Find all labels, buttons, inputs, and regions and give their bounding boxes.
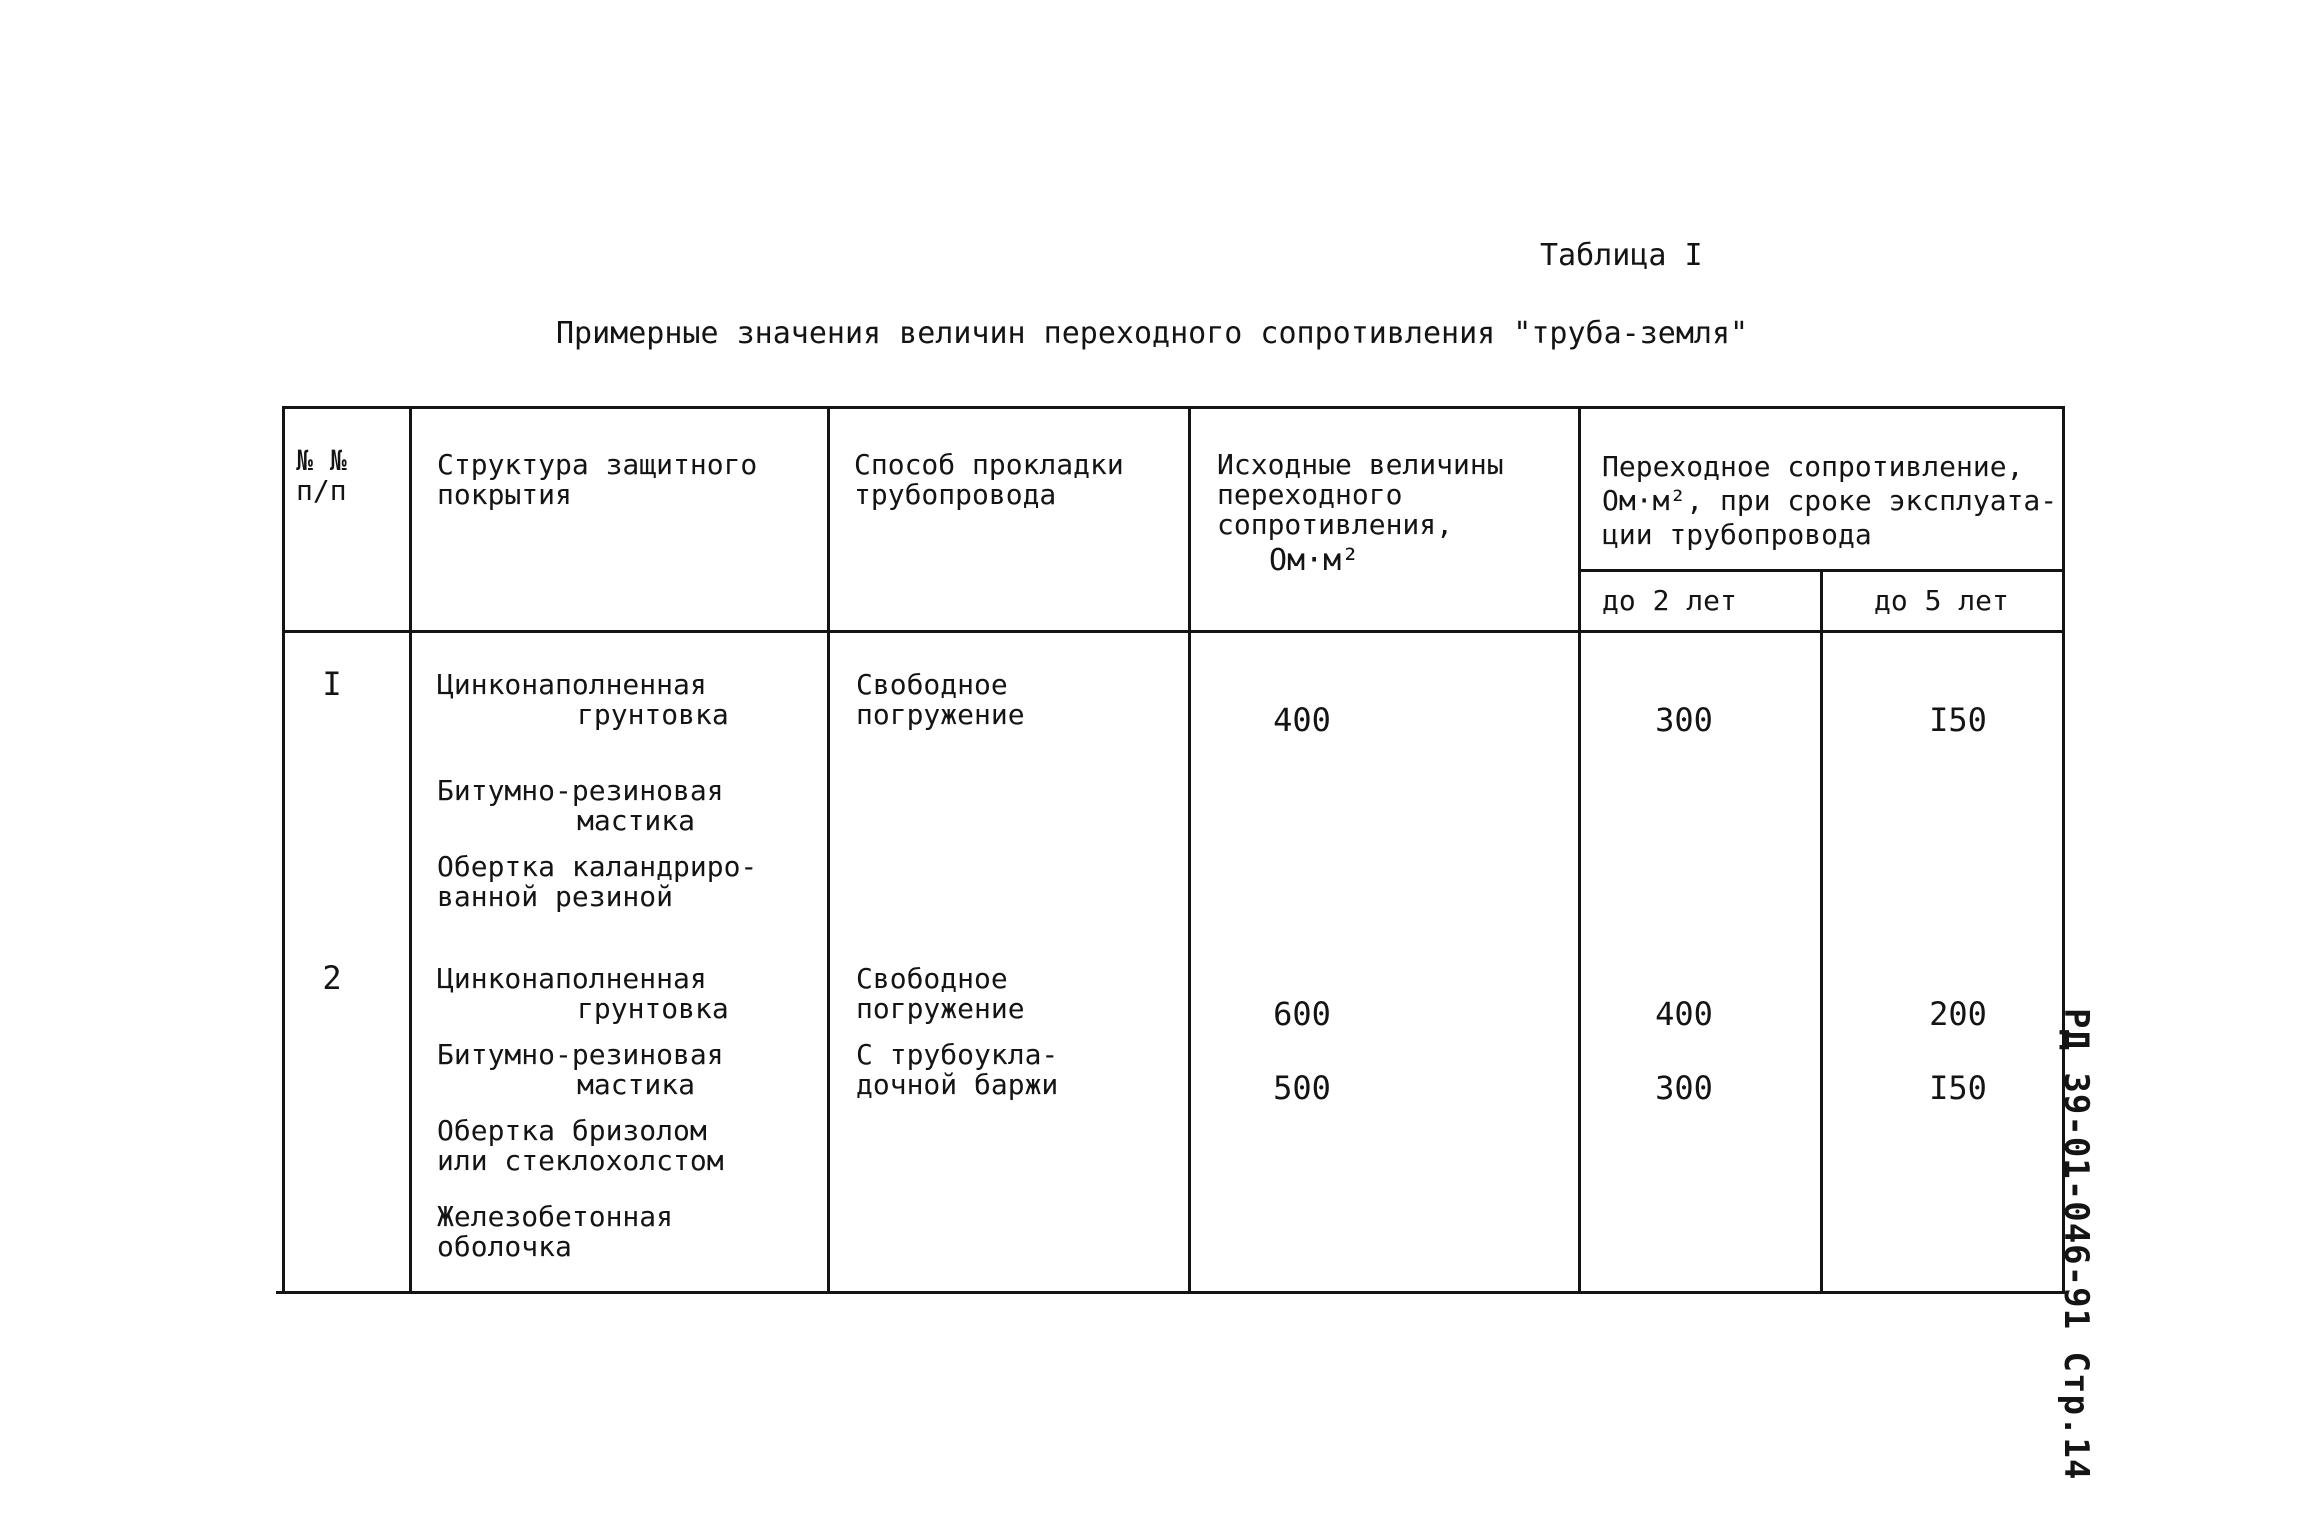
header-5-years: до 5 лет [1874,584,2009,617]
header-transition-line1: Переходное сопротивление, [1602,450,2024,483]
row-2-layer-1 [437,964,729,1024]
header-initial-unit: Ом·м² [1269,543,1360,578]
header-initial-line3: сопротивления, [1217,508,1454,541]
row-1-layer-3-line1: Обертка каландриро- [437,850,758,883]
row-2-method-2 [856,1040,1058,1100]
row-1-layer-1 [437,670,729,730]
row-2-layer-3 [437,1116,724,1176]
row-2-method-1-initial: 600 [1273,995,1331,1033]
row-1-method-1-line1: Свободное [856,668,1008,701]
row-2-layer-2 [437,1040,724,1100]
row-2-layer-4-line1: Железобетонная [437,1200,674,1233]
row-2-layer-2-line2: мастика [577,1068,696,1101]
row-2-method-2-5-years: I50 [1929,1069,1987,1107]
row-2-method-1 [856,964,1025,1024]
header-2-years: до 2 лет [1602,584,1737,617]
row-2-layer-3-line2: или стеклохолстом [437,1144,724,1177]
header-num-line2: п/п [296,474,347,507]
row-2-method-2-line2: дочной баржи [856,1068,1059,1101]
row-2-method-1-line1: Свободное [856,962,1008,995]
row-1-layer-2-line1: Битумно-резиновая [437,774,724,807]
header-transition [1602,450,2057,552]
header-initial [1217,450,1504,576]
row-2-layer-3-line1: Обертка бризолом [437,1114,707,1147]
header-transition-line3: ции трубопровода [1602,518,1872,551]
row-1-5-years: I50 [1929,701,1987,739]
row-1-method-1 [856,670,1025,730]
col-divider-2 [827,406,830,1294]
header-method-line1: Способ прокладки [854,448,1124,481]
header-method [854,450,1124,510]
row-2-layer-1-line2: грунтовка [577,992,729,1025]
row-1-layer-1-line2: грунтовка [577,698,729,731]
col-divider-4 [1578,406,1581,1294]
row-1-method-1-line2: погружение [856,698,1025,731]
row-2-layer-1-line1: Цинконаполненная [437,962,707,995]
header-structure-line1: Структура защитного [437,448,758,481]
document-code [2048,1008,2108,1481]
row-2-method-1-5-years: 200 [1929,995,1987,1033]
table-left-border [282,406,285,1294]
row-2-layer-4-line2: оболочка [437,1230,572,1263]
row-1-layer-1-line1: Цинконаполненная [437,668,707,701]
row-1-layer-2 [437,776,724,836]
row-2-method-2-2-years: 300 [1655,1069,1713,1107]
header-structure [437,450,757,510]
header-structure-line2: покрытия [437,478,572,511]
table-bottom-border [276,1291,2065,1294]
header-bottom-border [282,630,2065,633]
row-2-method-2-line1: С трубоукла- [856,1038,1059,1071]
table-top-border [282,406,2065,409]
header-transition-line2: Ом·м², при сроке эксплуата- [1602,484,2058,517]
table-title: Примерные значения величин переходного сопротивления "труба-земля" [556,316,1749,351]
header-initial-line2: переходного [1217,478,1403,511]
row-1-layer-3 [437,852,757,912]
row-1-layer-2-line2: мастика [577,804,696,837]
row-2-layer-4 [437,1202,673,1262]
col-divider-1 [409,406,412,1294]
document-code-text: РД 39-01-046-91 Стр.14 [2056,1008,2096,1481]
row-2-layer-2-line1: Битумно-резиновая [437,1038,724,1071]
row-2-method-1-line2: погружение [856,992,1025,1025]
row-2-method-2-initial: 500 [1273,1069,1331,1107]
row-2-method-1-2-years: 400 [1655,995,1713,1033]
resistance-table [282,406,2065,1290]
header-num [296,446,347,506]
header-initial-line1: Исходные величины [1217,448,1504,481]
row-1-initial: 400 [1273,701,1331,739]
col-divider-5 [1820,569,1823,1294]
row-1-layer-3-line2: ванной резиной [437,880,674,913]
header-num-line1: № № [296,444,347,477]
header-method-line2: трубопровода [854,478,1057,511]
row-1-2-years: 300 [1655,701,1713,739]
table-label: Таблица I [1540,238,1703,273]
row-2-num: 2 [322,959,342,997]
col-divider-3 [1188,406,1191,1294]
row-1-num: I [322,665,342,703]
